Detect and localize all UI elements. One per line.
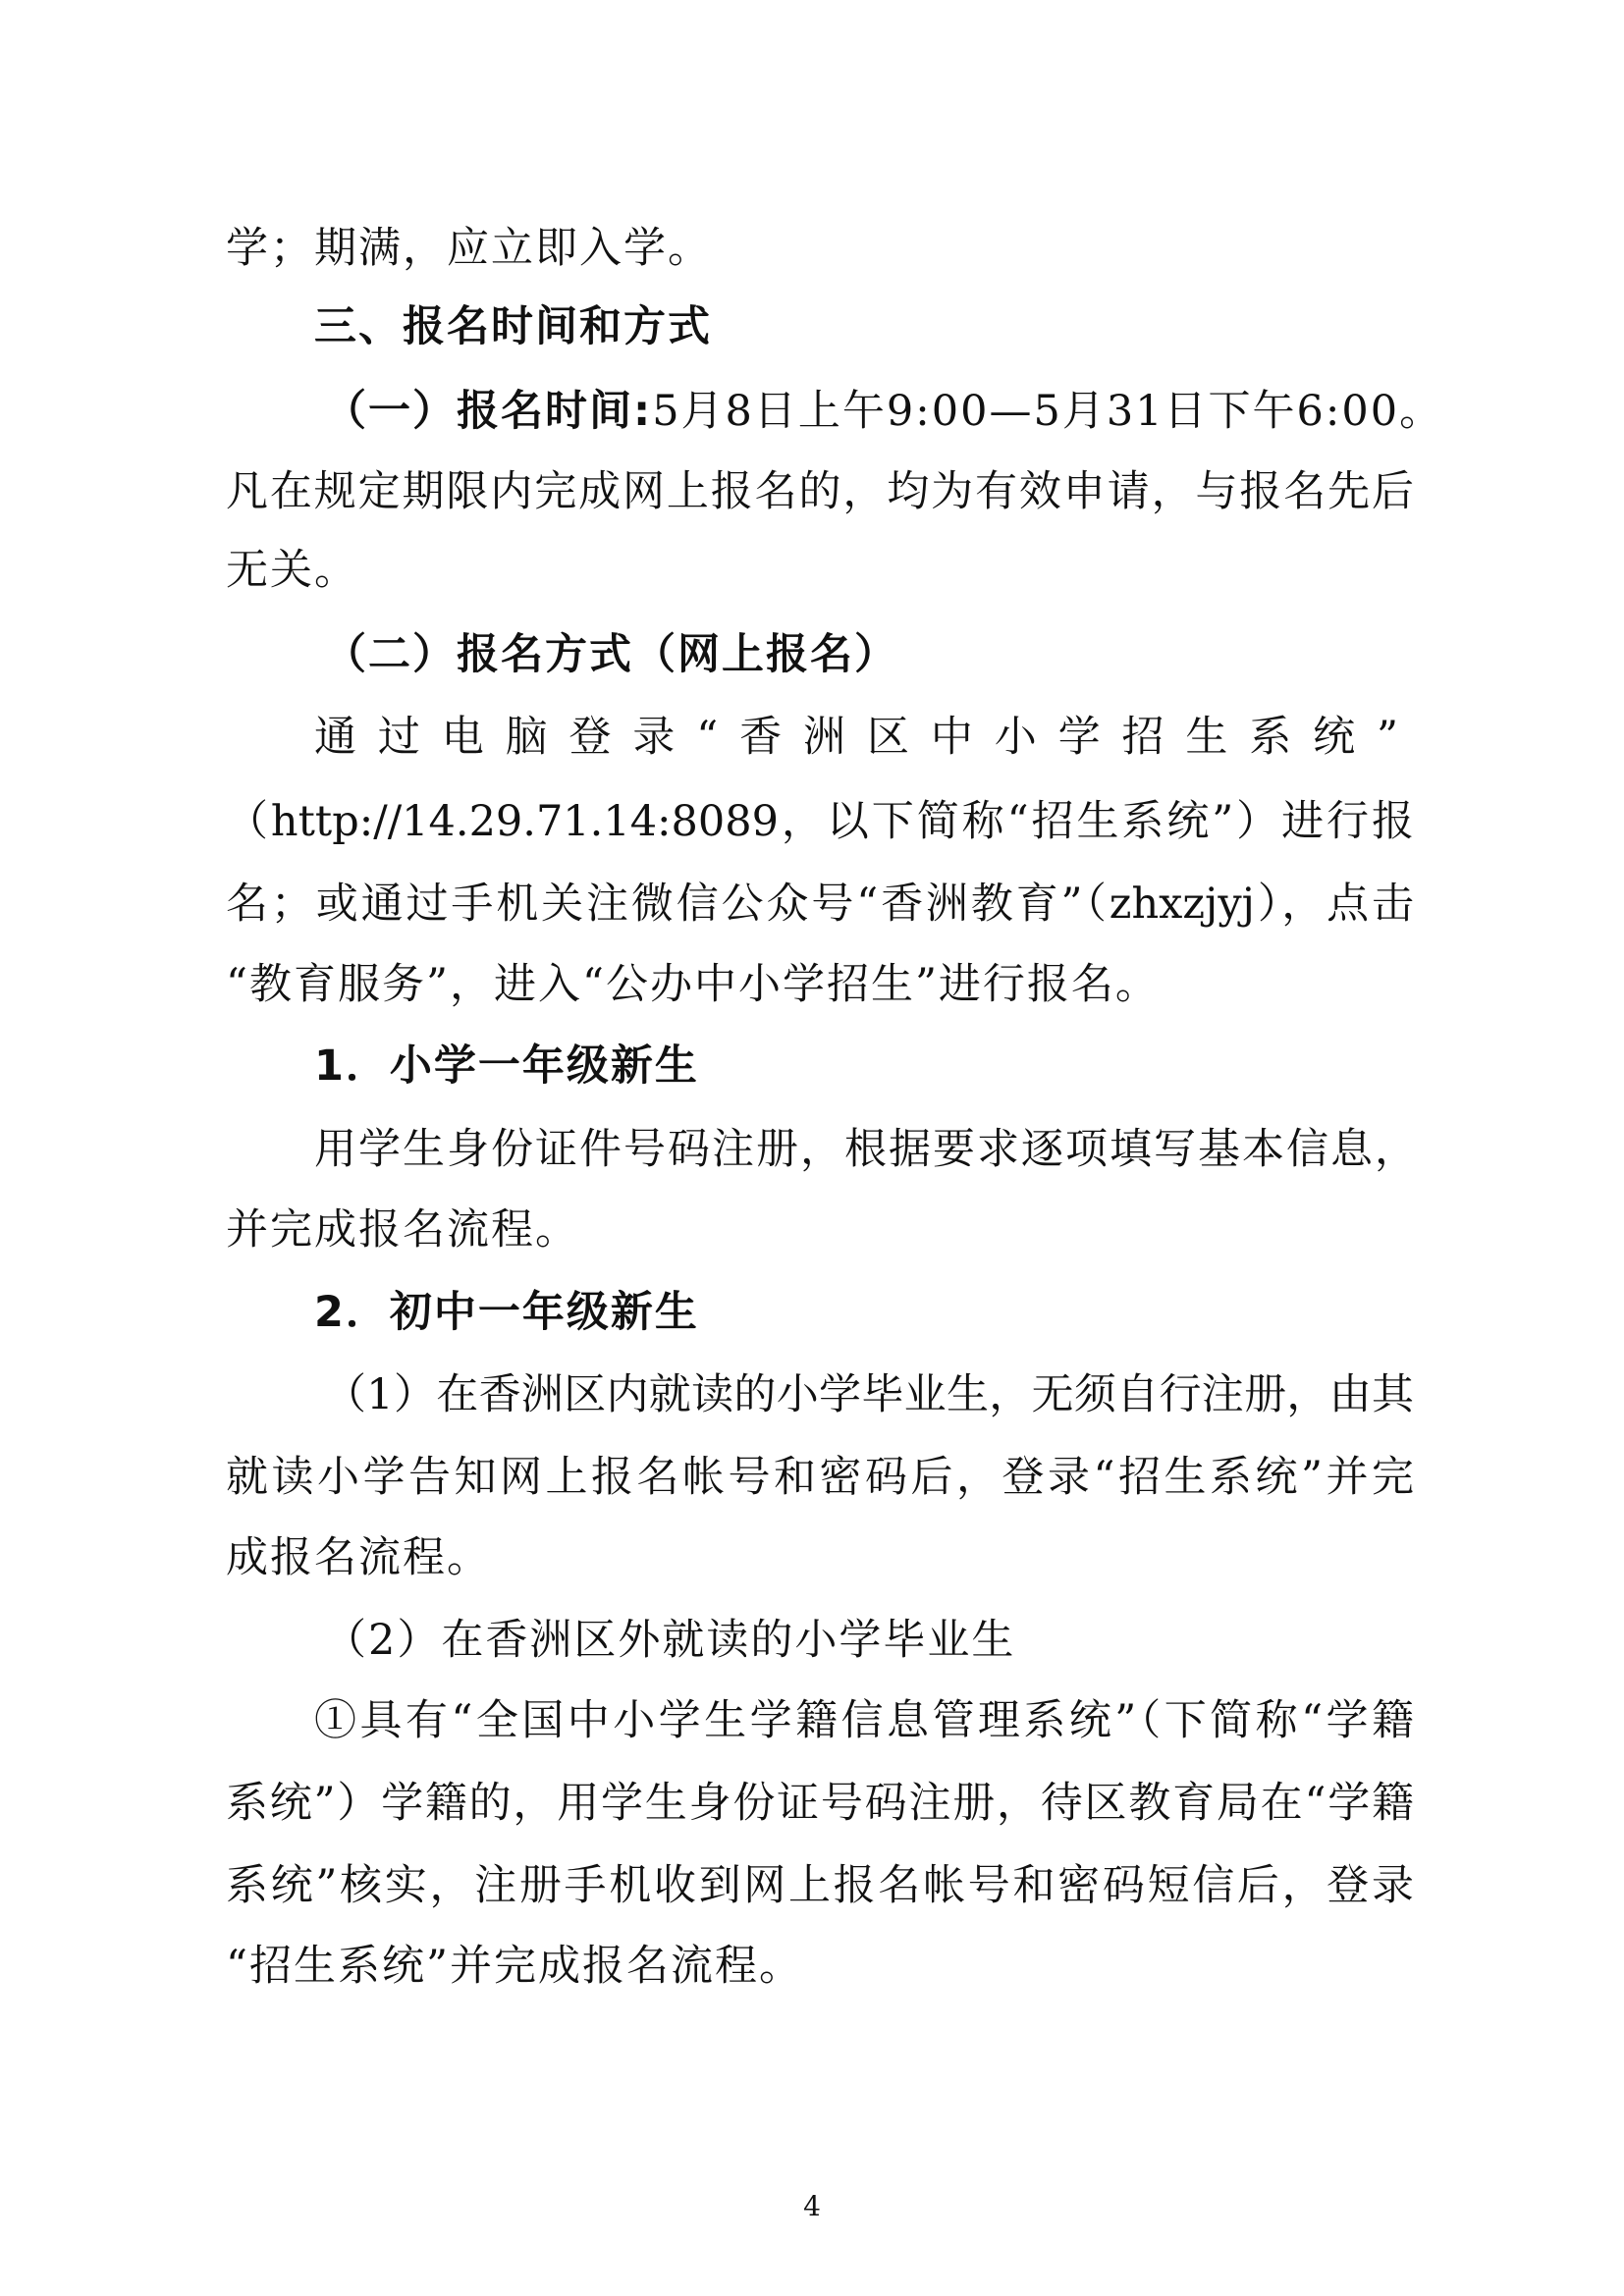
paragraph-line: （2）在香洲区外就读的小学毕业生 [324,1616,1016,1665]
paragraph-line: 凡在规定期限内完成网上报名的，均为有效申请，与报名先后 [226,467,1414,516]
paragraph-line: “招生系统”并完成报名流程。 [226,1942,803,1991]
paragraph-line: 系统”核实，注册手机收到网上报名帐号和密码短信后，登录 [226,1861,1414,1910]
subsection-heading: （二）报名方式（网上报名） [324,630,898,679]
subsection-heading: （一）报名时间: [324,387,653,436]
paragraph-line: （http://14.29.71.14:8089，以下简称“招生系统”）进行报 [226,797,1414,846]
paragraph-line: 并完成报名流程。 [226,1205,579,1255]
paragraph-line: 名；或通过手机关注微信公众号“香洲教育”（zhxzjyj），点击 [226,880,1414,929]
paragraph-line: 系统”）学籍的，用学生身份证号码注册，待区教育局在“学籍 [226,1779,1414,1828]
paragraph-line: （1）在香洲区内就读的小学毕业生，无须自行注册，由其 [324,1370,1414,1419]
registration-time-line [324,381,1444,442]
registration-time-value: 5月8日上午9:00—5月31日下午6:00。 [652,387,1444,436]
section-heading: 三、报名时间和方式 [314,302,712,351]
paragraph-line: 用学生身份证件号码注册，根据要求逐项填写基本信息， [314,1125,1419,1174]
paragraph-line: 无关。 [226,546,358,595]
page-number: 4 [803,2190,821,2222]
paragraph-line: 成报名流程。 [226,1533,491,1582]
item-heading: 1．小学一年级新生 [314,1041,699,1091]
item-heading: 2．初中一年级新生 [314,1288,699,1337]
paragraph-line: 通过电脑登录“香洲区中小学招生系统” [314,713,1414,762]
paragraph-line: 就读小学告知网上报名帐号和密码后，登录“招生系统”并完 [226,1453,1414,1502]
paragraph-line: ①具有“全国中小学生学籍信息管理系统”（下简称“学籍 [314,1696,1414,1745]
paragraph-line: “教育服务”，进入“公办中小学招生”进行报名。 [226,960,1160,1009]
paragraph-line: 学；期满，应立即入学。 [226,224,712,273]
